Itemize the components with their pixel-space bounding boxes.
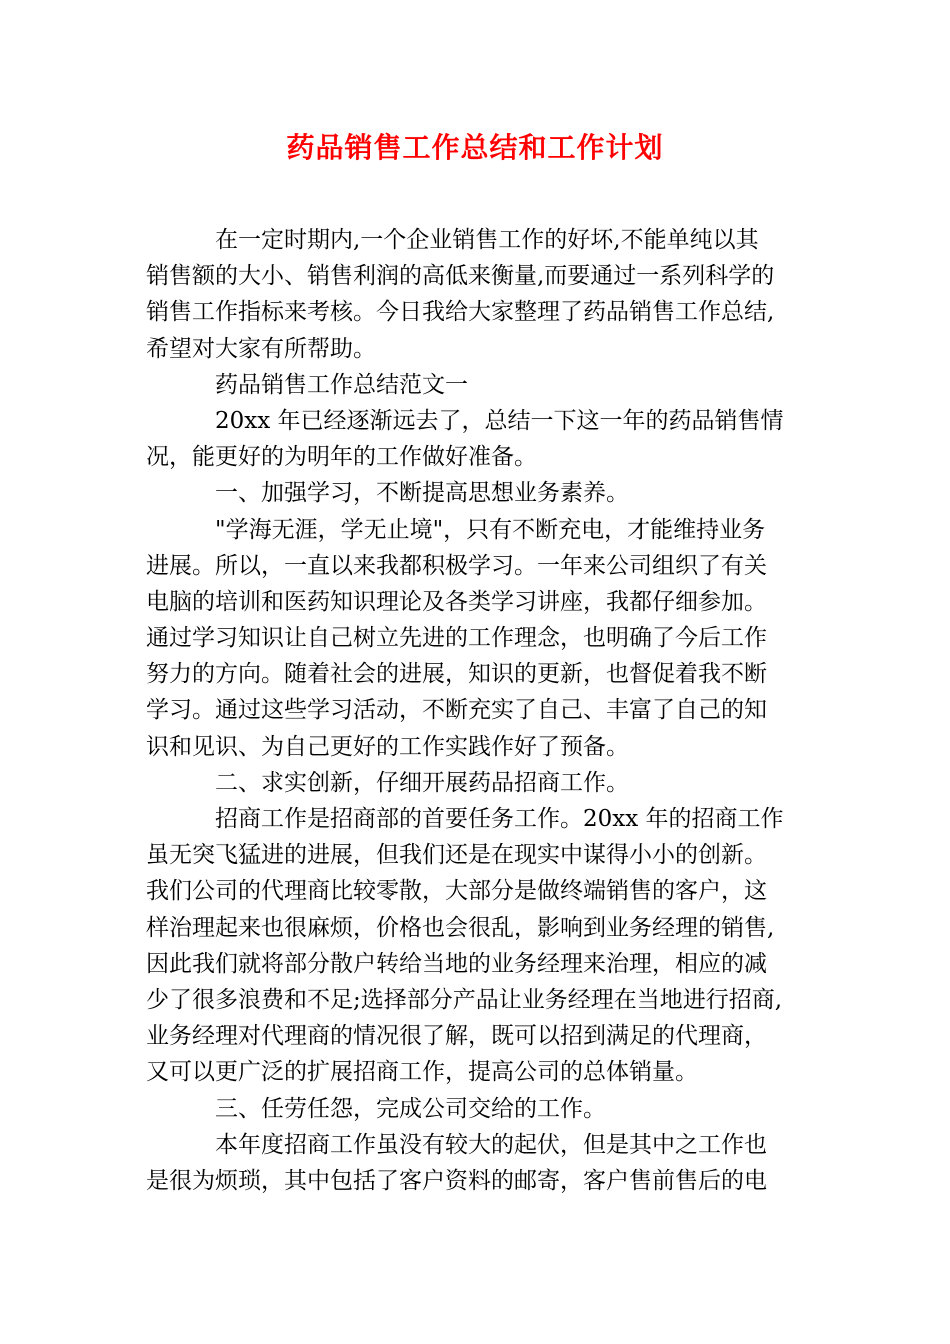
document-title: 药品销售工作总结和工作计划 <box>286 131 664 164</box>
text-line: 努力的方向。随着社会的进展，知识的更新，也督促着我不断 <box>146 661 767 688</box>
text-line: 又可以更广泛的扩展招商工作，提高公司的总体销量。 <box>146 1059 698 1086</box>
text-line: 销售工作指标来考核。今日我给大家整理了药品销售工作总结, <box>146 299 775 326</box>
text-line: 三、任劳任怨，完成公司交给的工作。 <box>215 1095 606 1122</box>
document-body <box>146 222 826 1199</box>
text-line: 进展。所以，一直以来我都积极学习。一年来公司组织了有关 <box>146 552 767 579</box>
text-line: 招商工作是招商部的首要任务工作。20xx 年的招商工作 <box>215 806 784 832</box>
text-line: 药品销售工作总结范文一 <box>215 371 468 398</box>
text-line: 识和见识、为自己更好的工作实践作好了预备。 <box>146 733 629 760</box>
text-line: 业务经理对代理商的情况很了解，既可以招到满足的代理商， <box>146 1023 767 1050</box>
text-line: 虽无突飞猛进的进展，但我们还是在现实中谋得小小的创新。 <box>146 842 767 869</box>
text-line: 销售额的大小、销售利润的高低来衡量,而要通过一系列科学的 <box>146 263 775 290</box>
text-line: 通过学习知识让自己树立先进的工作理念，也明确了今后工作 <box>146 625 767 652</box>
text-line: "学海无涯，学无止境"，只有不断充电，才能维持业务 <box>215 516 766 543</box>
text-line: 一、加强学习，不断提高思想业务素养。 <box>215 480 629 507</box>
text-line: 我们公司的代理商比较零散，大部分是做终端销售的客户，这 <box>146 878 767 905</box>
text-line: 是很为烦琐，其中包括了客户资料的邮寄，客户售前售后的电 <box>146 1167 767 1194</box>
text-line: 二、求实创新，仔细开展药品招商工作。 <box>215 769 629 796</box>
text-line: 电脑的培训和医药知识理论及各类学习讲座，我都仔细参加。 <box>146 588 767 615</box>
text-line: 因此我们就将部分散户转给当地的业务经理来治理，相应的减 <box>146 950 767 977</box>
text-line: 希望对大家有所帮助。 <box>146 335 376 362</box>
text-line: 20xx 年已经逐渐远去了，总结一下这一年的药品销售情 <box>215 407 784 434</box>
text-line: 本年度招商工作虽没有较大的起伏，但是其中之工作也 <box>215 1131 767 1158</box>
text-line: 学习。通过这些学习活动，不断充实了自己、丰富了自己的知 <box>146 697 767 724</box>
text-line: 况，能更好的为明年的工作做好准备。 <box>146 444 537 471</box>
text-line: 少了很多浪费和不足;选择部分产品让业务经理在当地进行招商, <box>146 986 783 1013</box>
text-line: 在一定时期内,一个企业销售工作的好坏,不能单纯以其 <box>215 227 759 253</box>
text-line: 样治理起来也很麻烦，价格也会很乱，影响到业务经理的销售, <box>146 914 775 941</box>
